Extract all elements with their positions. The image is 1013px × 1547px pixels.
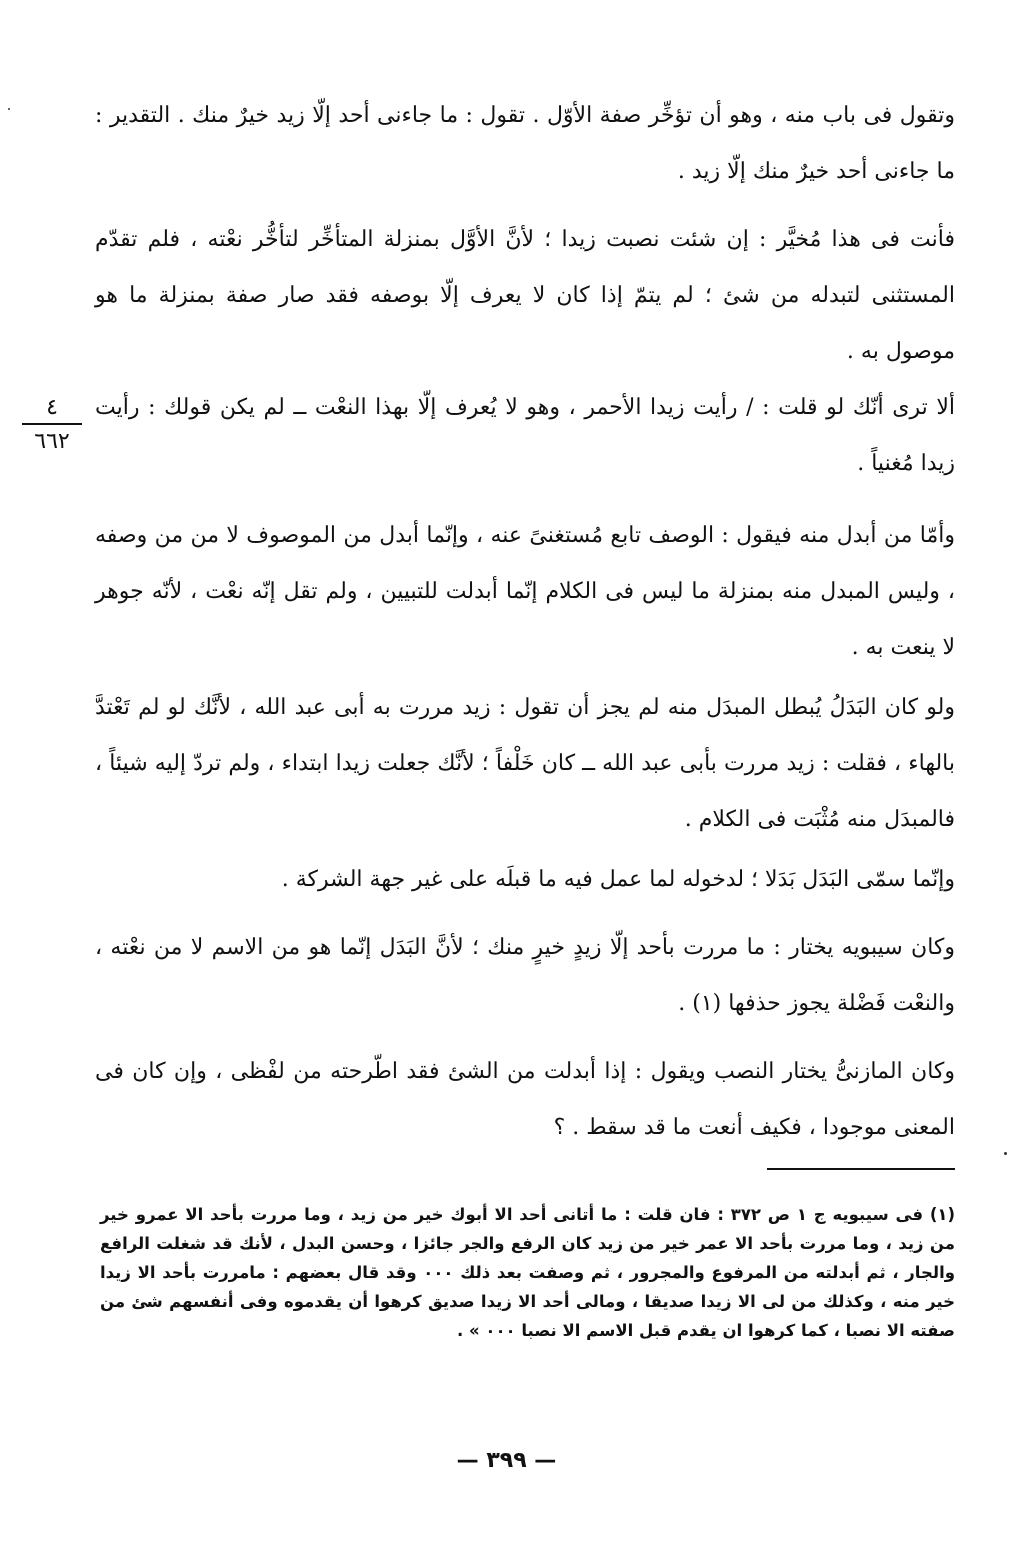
paragraph-8-text: وكان المازنىُّ يختار النصب ويقول : إذا أبدلت من الشئ فقد اطّرحته من لفْظى ، وإن كان فى المعنى موجودا ، فكيف أنعت ما قد سقط . ؟ [95, 1059, 955, 1140]
paragraph-7 [95, 920, 955, 1032]
paragraph-5-text: ولو كان البَدَلُ يُبطل المبدَل منه لم يجز أن تقول : زيد مررت به أبى عبد الله ، لأنَّك لو لم تَعْتدَّ بالهاء ، فقلت : زيد مررت بأبى عبد الله ــ كان خَلْفاً ؛ لأنَّك جعلت زيدا ابتداء ، ولم تردّ إليه شيئاً ، فالمبدَل منه مُثْبَت فى الكلام . [95, 695, 955, 832]
scan-speck [1004, 1152, 1007, 1155]
paragraph-4-text: وأمّا من أبدل منه فيقول : الوصف تابع مُستغنىً عنه ، وإنّما أبدل من الموصوف لا من من وصفه ، وليس المبدل منه بمنزلة ما ليس فى الكلام إنّما أبدلت للتبيين ، ولم تقل إنّه نعْت ، لأنّه جوهر لا ينعت به . [95, 523, 955, 660]
margin-page-reference [22, 395, 82, 455]
paragraph-3-text: ألا ترى أنّك لو قلت : / رأيت زيدا الأحمر ، وهو لا يُعرف إلّا بهذا النعْت ــ لم يكن قولك : رأيت زيدا مُغنياً . [95, 395, 955, 476]
paragraph-1 [95, 88, 955, 200]
margin-reference-volume: ٤ [22, 395, 82, 425]
margin-reference-page: ٦٦٢ [34, 429, 70, 454]
footnote-block [100, 1200, 955, 1345]
paragraph-1-text: وتقول فى باب منه ، وهو أن تؤخِّر صفة الأوّل . تقول : ما جاءنى أحد إلّا زيد خيرٌ منك . التقدير : ما جاءنى أحد خيرٌ منك إلّا زيد . [95, 103, 955, 184]
paragraph-4 [95, 508, 955, 676]
paragraph-5 [95, 680, 955, 848]
footnote-1: (١) فى سيبويه ج ١ ص ٣٧٢ : فان قلت : ما أتانى أحد الا أبوك خير من زيد ، وما مررت بأحد الا عمرو خير من زيد ، وما مررت بأحد الا عمر خير من زيد كان الرفع والجر جائزا ، وحسن البدل ، لأنك قد شغلت الرافع والجار ، ثم أبدلته من المرفوع والمجرور ، ثم وصفت بعد ذلك ٠٠٠ وقد قال بعضهم : مامررت بأحد الا زيدا خير منه ، وكذلك من لى الا زيدا صديقا ، ومالى أحد الا زيدا صديق كرهوا أن يقدموه وفى أنفسهم شئ من صفته الا نصبا ، كما كرهوا ان يقدم قبل الاسم الا نصبا ٠٠٠ » . [100, 1205, 956, 1340]
paragraph-3 [95, 380, 955, 492]
paragraph-2-text: فأنت فى هذا مُخيَّر : إن شئت نصبت زيدا ؛ لأنَّ الأوَّل بمنزلة المتأخِّر لتأخُّر نعْته ، فلم تقدّم المستثنى لتبدله من شئ ؛ لم يتمّ إذا كان لا يعرف إلّا بوصفه فقد صار صفة بمنزلة ما هو موصول به . [95, 227, 955, 364]
scan-speck [8, 108, 10, 110]
paragraph-6 [95, 852, 955, 908]
paragraph-2 [95, 212, 955, 380]
paragraph-8 [95, 1044, 955, 1156]
page-number: — ٣٩٩ — [456, 1448, 557, 1473]
footnote-separator [767, 1168, 955, 1170]
paragraph-6-text: وإنّما سمّى البَدَل بَدَلا ؛ لدخوله لما عمل فيه ما قبلَه على غير جهة الشركة . [281, 867, 955, 892]
paragraph-7-text: وكان سيبويه يختار : ما مررت بأحد إلّا زيدٍ خيرٍ منك ؛ لأنَّ البَدَل إنّما هو من الاسم لا من نعْته ، والنعْت فَضْلة يجوز حذفها (١) . [95, 935, 955, 1016]
